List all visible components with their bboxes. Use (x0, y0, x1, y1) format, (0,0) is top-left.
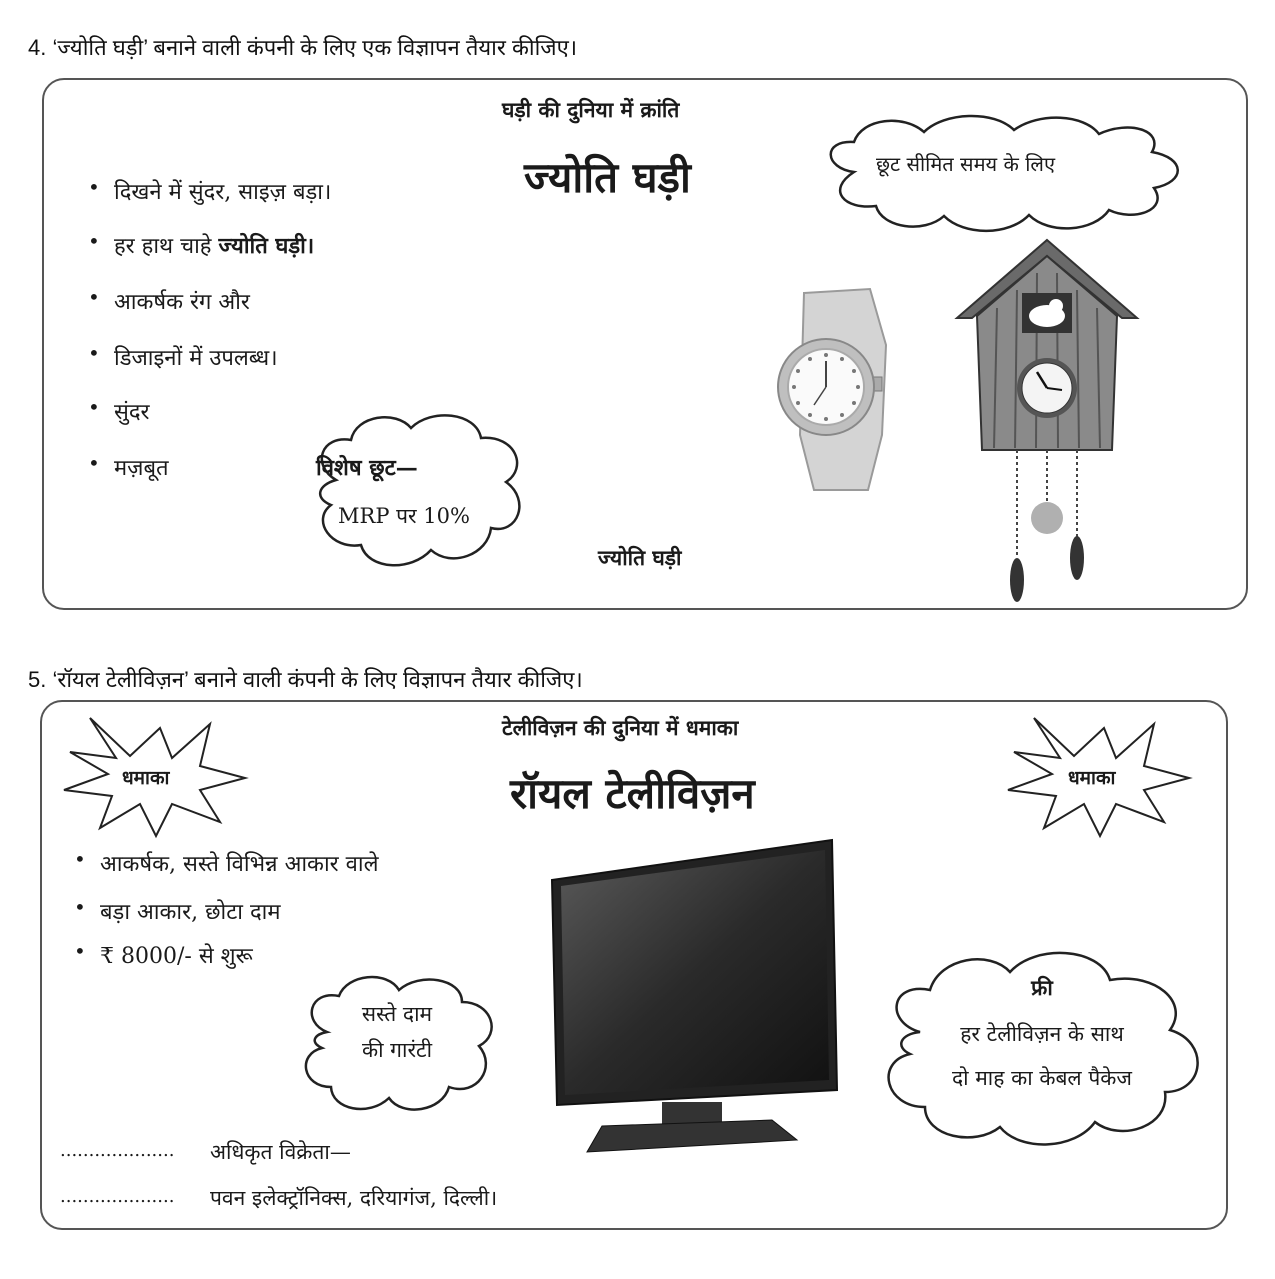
price-cloud-line1: सस्ते दाम (361, 1002, 433, 1026)
watch-bullet-6: • मज़बूत (114, 452, 169, 482)
price-cloud-line2: की गारंटी (361, 1038, 433, 1062)
free-title: फ्री (1031, 975, 1053, 1000)
tv-tagline: टेलीविज़न की दुनिया में धमाका (502, 715, 739, 740)
offer-cloud-text: छूट सीमित समय के लिए (876, 152, 1056, 176)
free-line1: हर टेलीविज़न के साथ (960, 1022, 1124, 1046)
burst-left-text: धमाका (122, 767, 170, 789)
free-line2: दो माह का केबल पैकेज (951, 1066, 1132, 1090)
tv-title: रॉयल टेलीविज़न (510, 769, 755, 818)
dealer-dots-1: .................... (60, 1140, 175, 1161)
dealer-name: पवन इलेक्ट्रॉनिक्स, दरियागंज, दिल्ली। (210, 1186, 498, 1210)
tv-bullet-3: • ₹ 8000/- से शुरू (100, 940, 253, 970)
tv-bullet-1: • आकर्षक, सस्ते विभिन्न आकार वाले (100, 848, 379, 878)
watch-bullet-2-text: हर हाथ चाहे (114, 234, 212, 259)
question-5-heading: 5. ‘रॉयल टेलीविज़न’ बनाने वाली कंपनी के लिए विज्ञापन तैयार कीजिए। (28, 667, 583, 692)
watch-bullet-1: • दिखने में सुंदर, साइज़ बड़ा। (114, 176, 331, 206)
dealer-dots-2: .................... (60, 1186, 175, 1207)
watch-advertisement (42, 78, 1248, 610)
watch-bullet-3: • आकर्षक रंग और (114, 286, 250, 316)
wrist-watch-icon (774, 285, 904, 495)
watch-tagline: घड़ी की दुनिया में क्रांति (502, 97, 680, 122)
watch-bullet-2-bold: ज्योति घड़ी। (218, 233, 315, 259)
cuckoo-clock-icon (952, 238, 1142, 608)
dealer-label: अधिकृत विक्रेता— (210, 1140, 351, 1164)
burst-right-text: धमाका (1068, 767, 1116, 789)
watch-title: ज्योति घड़ी (524, 153, 691, 202)
watch-bullet-2 (114, 230, 314, 260)
discount-cloud-shape (306, 410, 531, 575)
watch-footer: ज्योति घड़ी (598, 545, 682, 570)
television-advertisement (40, 700, 1228, 1230)
tv-bullet-2: • बड़ा आकार, छोटा दाम (100, 896, 281, 926)
question-4-heading: 4. ‘ज्योति घड़ी’ बनाने वाली कंपनी के लिए एक विज्ञापन तैयार कीजिए। (28, 35, 578, 60)
discount-title: विशेष छूट— (316, 455, 418, 481)
discount-text: MRP पर 10% (338, 504, 470, 528)
television-icon (547, 840, 842, 1160)
watch-bullet-4: • डिजाइनों में उपलब्ध। (114, 342, 278, 372)
watch-bullet-5: • सुंदर (114, 396, 150, 426)
